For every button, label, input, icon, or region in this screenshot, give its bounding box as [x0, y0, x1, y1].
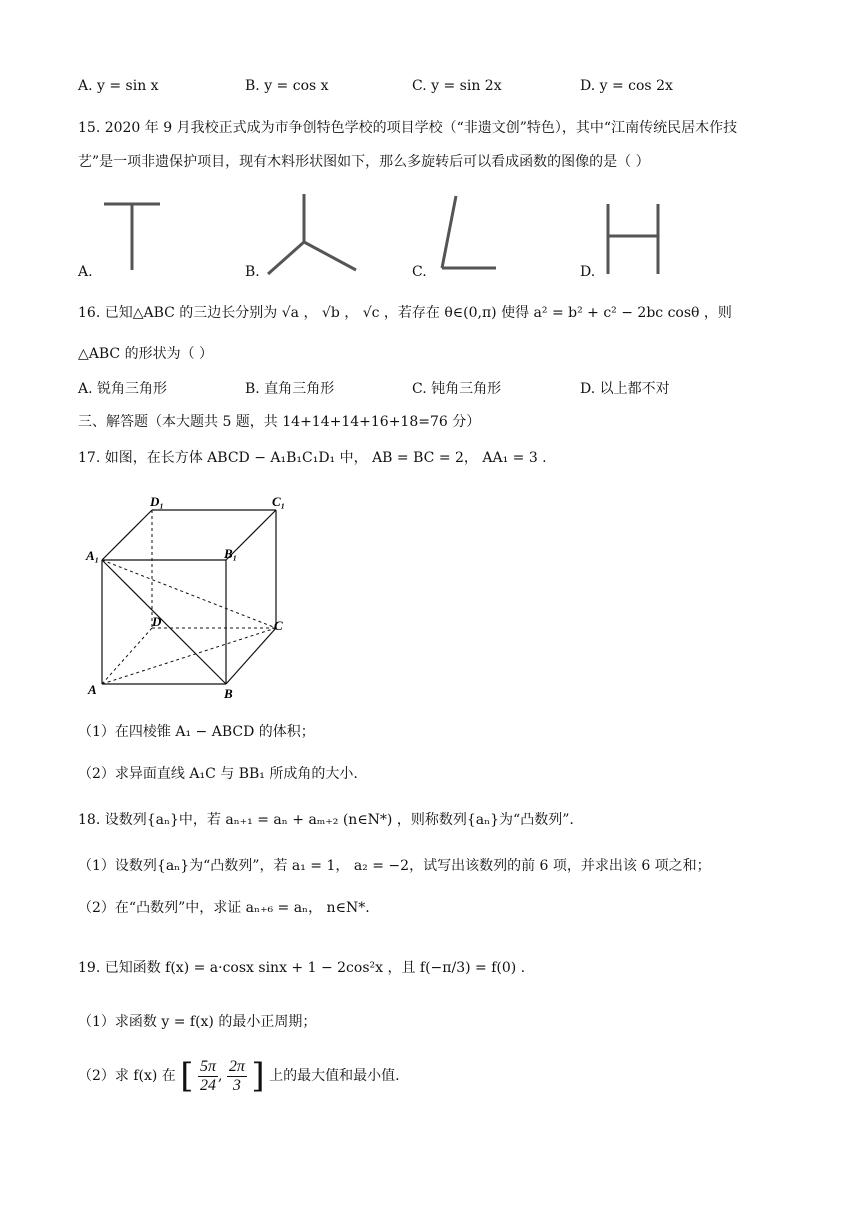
- q16-stem-line1: 16. 已知△ABC 的三边长分别为 √a ， √b ， √c ，若存在 θ∈(0,π) 使得 a² = b² + c² − 2bc cosθ ，则: [78, 305, 732, 321]
- q19-part2-suffix: 上的最大值和最小值.: [269, 1068, 400, 1084]
- interval-end-den: 3: [232, 1076, 241, 1094]
- interval-right-bracket: ]: [251, 1056, 265, 1096]
- q15-label-d: D.: [580, 264, 596, 280]
- section-3-heading: 三、解答题（本大题共 5 题，共 14+14+14+16+18=76 分）: [78, 414, 481, 430]
- q18-stem: 18. 设数列{aₙ}中，若 aₙ₊₁ = aₙ + aₘ₊₂ (n∈N*) ，则称数列{aₙ}为“凸数列”.: [78, 812, 574, 828]
- q15-figure-a-t-shape: [100, 194, 164, 274]
- interval-start-fraction: [198, 1058, 218, 1095]
- q18-part2: （2）在“凸数列”中，求证 aₙ₊₆ = aₙ， n∈N*.: [78, 900, 370, 916]
- vertex-label-a1: A₁: [86, 548, 100, 563]
- vertex-label-c1: C₁: [272, 494, 286, 509]
- interval-left-bracket: [: [180, 1056, 194, 1096]
- q17-cuboid-diagram: [82, 494, 312, 704]
- q14-option-d: D. y = cos 2x: [580, 78, 673, 94]
- q15-label-b: B.: [245, 264, 260, 280]
- q14-option-a: A. y = sin x: [78, 78, 159, 94]
- interval-start-den: 24: [199, 1076, 216, 1094]
- q16-stem-line2: △ABC 的形状为（ ）: [78, 346, 214, 362]
- q19-part2-prefix: （2）求 f(x) 在: [78, 1068, 176, 1084]
- q19-part1: （1）求函数 y = f(x) 的最小正周期；: [78, 1014, 317, 1030]
- q15-label-c: C.: [412, 264, 427, 280]
- q15-stem-line1: 15. 2020 年 9 月我校正式成为市争创特色学校的项目学校（“非遗文创”特色），其中“江南传统民居木作技: [78, 120, 738, 136]
- q15-figure-d-h-shape: [600, 198, 666, 278]
- interval-end-num: 2π: [228, 1057, 245, 1075]
- q15-figure-c-angle-shape: [430, 192, 500, 274]
- q17-part2: （2）求异面直线 A₁C 与 BB₁ 所成角的大小.: [78, 766, 358, 782]
- vertex-label-a: A: [88, 682, 97, 697]
- q15-label-a: A.: [78, 264, 93, 280]
- vertex-label-c: C: [274, 618, 283, 633]
- q16-option-b: B. 直角三角形: [245, 381, 335, 397]
- vertex-label-b: B: [224, 686, 233, 701]
- q15-stem-line2: 艺”是一项非遗保护项目，现有木料形状图如下，那么多旋转后可以看成函数的图像的是（ ）: [78, 154, 650, 170]
- q16-option-c: C. 钝角三角形: [412, 381, 502, 397]
- q14-option-c: C. y = sin 2x: [412, 78, 502, 94]
- vertex-label-d: D: [152, 614, 162, 629]
- q19-stem: 19. 已知函数 f(x) = a·cosx sinx + 1 − 2cos²x ，且 f(−π/3) = f(0) .: [78, 960, 526, 976]
- q17-stem: 17. 如图，在长方体 ABCD − A₁B₁C₁D₁ 中， AB = BC = 2， AA₁ = 3 .: [78, 450, 547, 466]
- interval-end-fraction: [227, 1058, 247, 1095]
- q15-figure-b-y-shape: [262, 190, 362, 276]
- q16-option-a: A. 锐角三角形: [78, 381, 168, 397]
- q18-part1: （1）设数列{aₙ}为“凸数列”，若 a₁ = 1， a₂ = −2，试写出该数列的前 6 项，并求出该 6 项之和；: [78, 858, 711, 874]
- interval-start-num: 5π: [199, 1057, 216, 1075]
- vertex-label-d1: D₁: [150, 494, 164, 509]
- q16-option-d: D. 以上都不对: [580, 381, 670, 397]
- q19-part2: （2）求 f(x) 在 [ $\frac{5\pi}{24}$ , $\frac{2\pi}{3}$ ] 上的最大值和最小值.: [78, 1056, 400, 1096]
- q17-part1: （1）在四棱锥 A₁ − ABCD 的体积；: [78, 724, 315, 740]
- q14-option-b: B. y = cos x: [245, 78, 329, 94]
- vertex-label-b1: B₁: [224, 546, 238, 561]
